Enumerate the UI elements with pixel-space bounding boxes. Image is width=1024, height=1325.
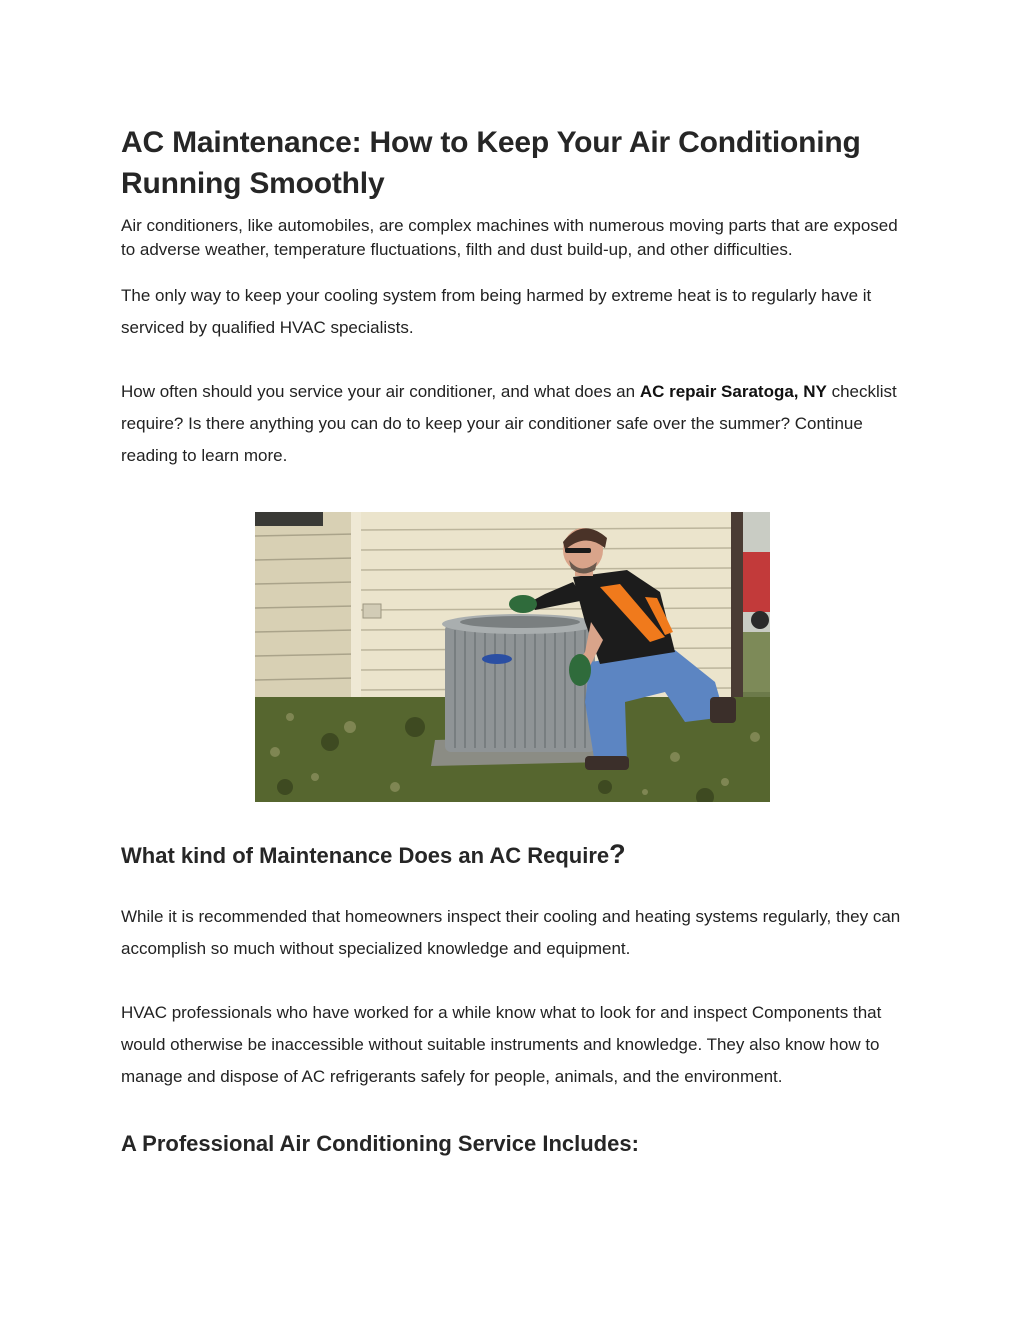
homeowner-paragraph: While it is recommended that homeowners inspect their cooling and heating systems regularly, they can accomplish so much without specialized knowledge and equipment.: [121, 907, 901, 958]
maintenance-heading-text: What kind of Maintenance Does an AC Require: [121, 843, 610, 868]
question-text-start: How often should you service your air conditioner, and what does an: [121, 382, 640, 401]
document-page: [121, 122, 911, 1159]
intro-paragraph: Air conditioners, like automobiles, are complex machines with numerous moving parts that are exposed to adverse weather, temperature fluctuations, filth and dust build-up, and other difficulties.: [121, 216, 898, 259]
professionals-paragraph: HVAC professionals who have worked for a while know what to look for and inspect Components that would otherwise be inaccessible without suitable instruments and knowledge. They also know how to manage and dispose of AC refrigerants safely for people, animals, and the environment.: [121, 1003, 882, 1086]
article-title: AC Maintenance: How to Keep Your Air Conditioning Running Smoothly: [121, 126, 861, 200]
service-includes-heading: A Professional Air Conditioning Service Includes:: [121, 1131, 639, 1156]
maintenance-heading: [121, 839, 911, 871]
question-paragraph: [121, 376, 911, 472]
ac-repair-keyword: AC repair Saratoga, NY: [639, 382, 827, 401]
question-text-end: checklist require? Is there anything you can do to keep your air conditioner safe over the summer? Continue reading to learn more.: [121, 382, 897, 465]
technician-photo: [255, 512, 770, 802]
service-paragraph: The only way to keep your cooling system from being harmed by extreme heat is to regularly have it serviced by qualified HVAC specialists.: [121, 286, 872, 337]
maintenance-heading-mark: ?: [609, 839, 626, 869]
